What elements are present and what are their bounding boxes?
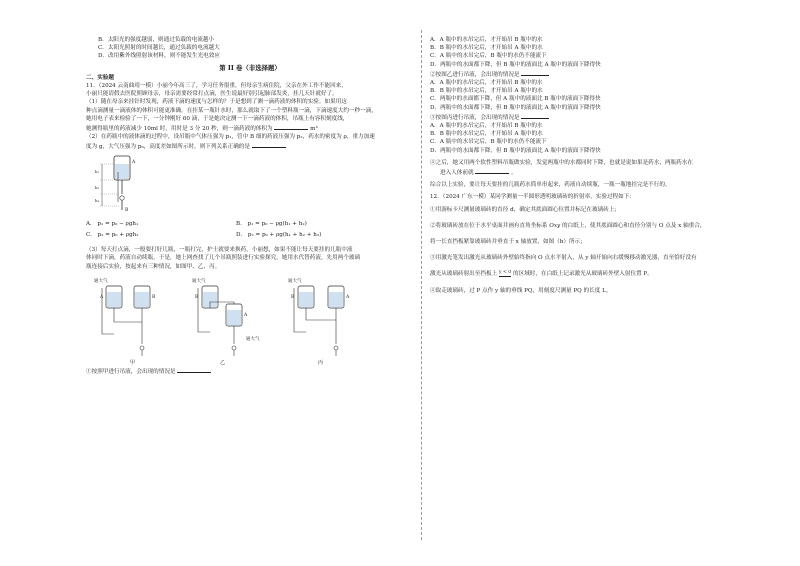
opt1-c: C．A 瓶中的水吊完后，B 瓶中的水仍不能流下	[430, 53, 547, 60]
bottle-a-label: A	[100, 294, 104, 300]
answer-blank[interactable]	[252, 141, 286, 148]
bottle-setups-diagram	[92, 274, 402, 366]
q11-part3-line-1: （3）每天打点滴，一般要打好几瓶，一瓶打完，护士就要来换药，小丽想，如果不能让每天要挂的几瓶中液	[86, 247, 353, 254]
option-b: B．太阳光的强度越弱，则通过负载的电流越小	[98, 37, 214, 43]
formula-b-expr: p₁ = p₀ − ρg(h₁ + h₂)	[247, 220, 307, 227]
q12-heading: 12．（2024 广东一模）某同学测量一半圆形透明玻璃砖的折射率，实验过程如下：	[430, 194, 635, 201]
q12-step-2	[430, 222, 760, 230]
opt3-b: B．B 瓶中的水吊完后，才开始吊 A 瓶中的水	[430, 131, 543, 138]
opt2-d: D．两瓶中的水面都下降，但 B 瓶中的液面比 A 瓶中的液面下降得快	[430, 104, 601, 111]
label-jia: 甲	[130, 359, 136, 366]
opt1-a: A．A 瓶中的水吊完后，才开始吊 B 瓶中的水	[430, 37, 543, 43]
q11-part3-line-3: 瓶连接后实验，按起来有三种情况，如图甲、乙、丙。	[86, 263, 221, 270]
option-d: D．改用紫外线照射该材料，则不能发生光电效应	[98, 53, 220, 60]
column-divider	[421, 30, 422, 540]
formula-d-expr: p₂ = p₀ + ρg(h₁ + h₂ + h₃)	[247, 232, 322, 239]
y-condition	[499, 271, 511, 277]
q11-line-6	[86, 123, 414, 133]
q11-sub3-text: ③按图丙进行吊液，会出现的情况是	[430, 114, 520, 121]
q11-unit: m³	[310, 126, 318, 133]
q11-sub4-line-2-text: 进入人体前就	[440, 170, 474, 177]
q11-line-5: 她用电子表来检验了一下，一分钟刚好 60 滴，于是她决定测一下一滴药液的体积，吊瓶上有容积刻度线，	[86, 115, 349, 122]
q11-line-3: （1）随在母亲来挂针时发现，药液下滴的速度与怎样的？于是想到了测一滴药液的体积的实验。如果用这	[86, 99, 347, 106]
bottle-setups-figure	[92, 274, 414, 366]
opt1-b: B．B 瓶中的水吊完后，才开始吊 A 瓶中的水	[430, 45, 543, 52]
q11-sub1	[86, 366, 414, 376]
choice-a: A．	[86, 220, 96, 227]
q12-step-3b-cont: 的区域时，在白纸上记录激光从玻璃砖外壁入射位置 P。	[513, 271, 653, 278]
q11-sub4-tail: 。	[511, 170, 517, 177]
formula-row-1	[86, 220, 414, 228]
formula-c-expr: p₂ = p₀ + ρgh₂	[97, 232, 139, 239]
opt1-d: D．两瓶中的水面都下降，但 B 瓶中的液面比 A 瓶中的液面下降得快	[430, 61, 601, 68]
label-h2: h₂	[95, 184, 100, 190]
answer-blank[interactable]	[521, 112, 549, 119]
answer-blank[interactable]	[177, 366, 211, 373]
bottle-b-label: B	[291, 294, 295, 300]
formula-a	[86, 220, 236, 228]
label-bing: 丙	[318, 359, 324, 366]
oxy-label: Oxy	[549, 222, 561, 229]
q11-part2-line-2	[86, 141, 414, 151]
q11-sub2-text: ②按图乙进行吊液，会出现的情况是	[430, 71, 520, 78]
label-yi: 乙	[220, 359, 226, 366]
formula-d	[236, 231, 386, 239]
q11-sub4-line-1: ④之后，她又用两个软性塑料吊瓶做实验，发觉两瓶中的水都同时下降，也就是说如果是药水，两瓶药水在	[430, 159, 693, 166]
opt2-b: B．B 瓶中的水吊完后，才开始吊 A 瓶中的水	[430, 88, 543, 95]
label-h1: h₁	[95, 168, 100, 174]
conclusion: 综合以上实验，要让每天要挂的几瓶药水简单串起来，药液自动续瓶，一瓶一瓶地挂完是不行的。	[430, 182, 671, 189]
choice-c: C．	[86, 232, 96, 239]
q11-line-1: 11．（2024 云南曲靖一模）小丽今年高三了，学习任务很重，但母亲生病住院，父亲在外工作不能回来，	[86, 83, 347, 90]
left-column	[86, 36, 414, 376]
q12-step-2-cont: 的白纸上，使其底面圆心和直径分别与 O 点及 x 轴重合，	[561, 222, 706, 229]
air-label: 通大气	[288, 278, 302, 284]
choice-d: D．	[236, 232, 247, 239]
bottle-b-label: B	[195, 294, 199, 300]
option-c: C．太阳光照射的时间越长，通过负载的电流越大	[98, 45, 220, 52]
formula-c	[86, 231, 236, 239]
right-column	[430, 36, 760, 295]
q11-line-6-text: 她测得瓶里的药液减少 10ml 时，用时是 3 分 20 秒，则一滴药液的体积为	[86, 126, 273, 133]
opt3-d: D．两瓶中的水面都下降，但 B 瓶中的液面比 A 瓶中的液面下降得快	[430, 147, 601, 154]
opt2-a: A．A 瓶中的水吊完后，才开始吊 B 瓶中的水	[430, 80, 543, 87]
bottle-a-label: A	[244, 312, 248, 318]
label-b: B	[125, 207, 129, 213]
q11-line-2: 小丽只能请假去医院照顾母亲，母亲需要经常打点滴，医生说最好别引起肺部发炎，挂几天针就好了。	[86, 91, 338, 98]
iv-bottle-diagram	[92, 154, 152, 214]
q12-step-3b	[430, 270, 760, 278]
opt3-c: C．A 瓶中的水吊完后，B 瓶中的水仍不能流下	[430, 139, 547, 146]
q12-step-3: ③用激光笔发出激光从玻璃砖外壁始终指向 O 点水平射入，从 y 轴开始向右缓慢移动激光器，直至恰好没有	[430, 255, 697, 262]
q11-line-4: 种点滴测量一滴液体的体积可能更准确。在挂某一瓶针水时，那么就取下了一个塑料瓶一滴，下滴速度大约一秒一滴，	[86, 107, 377, 114]
opt3-a: A．A 瓶中的水吊完后，才开始吊 B 瓶中的水	[430, 123, 543, 130]
answer-blank[interactable]	[521, 69, 549, 76]
air-label: 通大气	[94, 278, 108, 284]
setup-jia	[94, 277, 156, 366]
answer-blank[interactable]	[274, 123, 308, 130]
q11-sub2	[430, 69, 760, 79]
choice-b: B．	[236, 220, 246, 227]
q11-part3-line-2: 体同时下滴，药液自动续瓶，于是，她上网查找了几个吊瓶照装进行实验探究。她用水代替药液，先用两个玻璃	[86, 255, 361, 262]
q11-sub3	[430, 112, 760, 122]
q12-step-4: ④取走玻璃砖，过 P 点作 y 轴的垂线 PQ，用刻度尺测量 PQ 的长度 L。	[430, 287, 612, 294]
q11-part2-line-2-text: 度为 g，大气压强为 p₀，高度差如图所示时，则下列关系正确的是	[86, 144, 250, 151]
bottle-b-label: B	[152, 294, 156, 300]
formula-row-2	[86, 231, 414, 239]
label-h3: h₃	[95, 197, 100, 203]
air-label: 通大气	[246, 336, 260, 342]
iv-bottle-figure	[92, 154, 414, 217]
formula-b	[236, 220, 386, 228]
q12-step-1: ①用游标卡尺测量玻璃砖的直径 d，确定其底面圆心位置并标记在玻璃砖上；	[430, 206, 620, 213]
q11-part2-line-1: （2）在药瓶中的液体滴的过程中，设吊瓶中气体压强为 p₁，管中 B 细的药液压强为 p₂，药水的密度为 ρ，重力加速	[86, 134, 375, 141]
opt2-c: C．两瓶中的水面都下降，但 A 瓶中的液面比 B 瓶中的液面下降得快	[430, 96, 601, 103]
setup-bing	[288, 277, 350, 366]
answer-blank[interactable]	[475, 167, 509, 174]
air-label: 通大气	[192, 278, 206, 284]
section-title: 第 II 卷（非选择题）	[219, 63, 281, 72]
label-a: A	[132, 159, 136, 165]
bottle-a-label: A	[346, 294, 350, 300]
q12-step-2-text: ②将玻璃砖放在位于水平桌面并画有直角坐标系	[430, 222, 548, 229]
section-heading: 二、实验题	[86, 74, 114, 81]
y-condition-text: y < 0	[498, 270, 512, 276]
q12-step-3b-text: 激光从玻璃砖射出至挡板上	[430, 271, 498, 278]
formula-a-expr: p₁ = p₀ − ρgh₁	[97, 220, 139, 227]
q11-sub4-line-2	[430, 167, 760, 177]
setup-yi	[192, 277, 260, 366]
q12-step-2b: 将一长直挡板紧靠玻璃砖并垂直于 x 轴放置，如图（b）所示；	[430, 239, 586, 246]
q11-sub1-text: ①按照甲进行吊液，会出现的情况是	[86, 368, 176, 375]
